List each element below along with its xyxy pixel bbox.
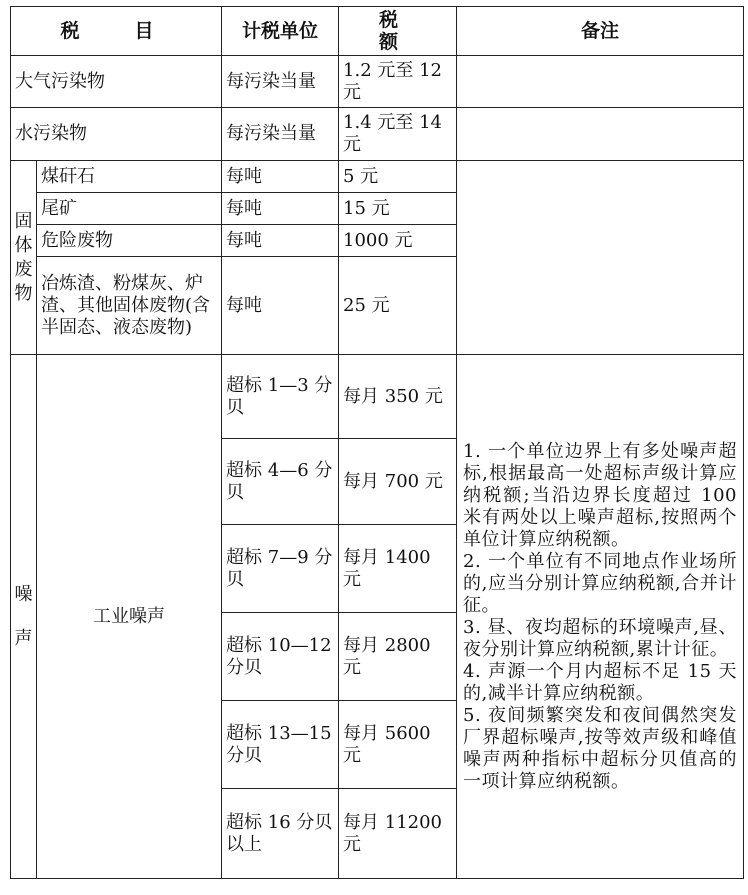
- amount-noise-3: 每月 1400 元: [339, 525, 457, 613]
- amount-solid-1: 5 元: [339, 161, 457, 193]
- note-2: 2. 一个单位有不同地点作业场所的,应当分别计算应纳税额,合并计征。: [463, 550, 738, 616]
- amount-air: 1.2 元至 12 元: [339, 56, 457, 108]
- amount-noise-2: 每月 700 元: [339, 439, 457, 525]
- header-note: 备注: [457, 7, 744, 56]
- amount-noise-5: 每月 5600 元: [339, 701, 457, 789]
- unit-noise-4: 超标 10—12 分贝: [222, 613, 339, 701]
- item-water: 水污染物: [11, 108, 222, 161]
- amount-solid-4: 25 元: [339, 257, 457, 355]
- amount-water: 1.4 元至 14 元: [339, 108, 457, 161]
- item-industrial-noise: 工业噪声: [37, 355, 222, 879]
- amount-solid-3: 1000 元: [339, 225, 457, 257]
- table-row: [11, 108, 744, 161]
- noise-notes: [457, 355, 744, 879]
- unit-water: 每污染当量: [222, 108, 339, 161]
- unit-air: 每污染当量: [222, 56, 339, 108]
- note-1: 1. 一个单位边界上有多处噪声超标,根据最高一处超标声级计算应纳税额;当沿边界长度超过 100 米有两处以上噪声超标,按照两个单位计算应纳税额。: [463, 440, 738, 550]
- group-noise: 噪 声: [11, 355, 37, 879]
- environmental-tax-table: [10, 6, 744, 879]
- note-5: 5. 夜间频繁突发和夜间偶然突发厂界超标噪声,按等效声级和峰值噪声两种指标中超标分贝值高的一项计算应纳税额。: [463, 704, 738, 792]
- table-row: [11, 161, 744, 193]
- amount-solid-2: 15 元: [339, 193, 457, 225]
- item-solid-1: 煤矸石: [37, 161, 222, 193]
- item-solid-3: 危险废物: [37, 225, 222, 257]
- group-solid-waste: 固 体 废 物: [11, 161, 37, 355]
- note-4: 4. 声源一个月内超标不足 15 天的,减半计算应纳税额。: [463, 660, 738, 704]
- header-item: 税 目: [11, 7, 222, 56]
- header-row: [11, 7, 744, 56]
- unit-solid-1: 每吨: [222, 161, 339, 193]
- note-3: 3. 昼、夜均超标的环境噪声,昼、夜分别计算应纳税额,累计计征。: [463, 616, 738, 660]
- unit-noise-1: 超标 1—3 分贝: [222, 355, 339, 439]
- table-row: [11, 355, 744, 439]
- table-row: [11, 56, 744, 108]
- header-amount: 税 额: [339, 7, 457, 56]
- item-air: 大气污染物: [11, 56, 222, 108]
- unit-solid-3: 每吨: [222, 225, 339, 257]
- amount-noise-4: 每月 2800 元: [339, 613, 457, 701]
- amount-noise-1: 每月 350 元: [339, 355, 457, 439]
- unit-noise-6: 超标 16 分贝以上: [222, 789, 339, 879]
- item-solid-4: 冶炼渣、粉煤灰、炉渣、其他固体废物(含半固态、液态废物): [37, 257, 222, 355]
- unit-noise-3: 超标 7—9 分贝: [222, 525, 339, 613]
- item-solid-2: 尾矿: [37, 193, 222, 225]
- unit-solid-4: 每吨: [222, 257, 339, 355]
- unit-noise-2: 超标 4—6 分贝: [222, 439, 339, 525]
- header-unit: 计税单位: [222, 7, 339, 56]
- unit-noise-5: 超标 13—15 分贝: [222, 701, 339, 789]
- unit-solid-2: 每吨: [222, 193, 339, 225]
- amount-noise-6: 每月 11200 元: [339, 789, 457, 879]
